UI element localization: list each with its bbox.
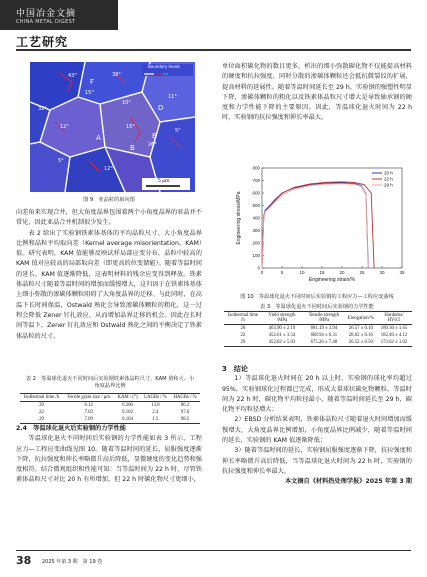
- table-header-cell: Yield strength /MPa: [262, 312, 302, 325]
- journal-title-en: CHINA METAL DIGEST: [16, 19, 76, 25]
- grain-letter: A: [96, 134, 101, 142]
- x-tick-label: 30: [379, 270, 385, 275]
- grain-orientation-map: [30, 62, 195, 192]
- conclusion-item: 2）EBSD 分析结果表明，铁素体晶粒尺寸随着退火时间增加而缓慢增大，大角度晶界比例增加，小角度晶界比例减少，随着等温时间的延长，实验钢的 KAM 值逐渐降低；: [222, 416, 412, 445]
- angle-label: 26°: [148, 142, 157, 148]
- table-header-row: [20, 394, 200, 402]
- table-row: [20, 416, 200, 424]
- x-tick-label: 20: [339, 270, 345, 275]
- table-cell: 1.5: [141, 416, 170, 424]
- right-column-text: [222, 62, 412, 124]
- table-cell: 86.2: [180, 403, 190, 408]
- table-header-row: [224, 312, 412, 325]
- table-cell: 0.104: [114, 416, 140, 424]
- page-header: [0, 0, 427, 50]
- x-tick-label: 15: [319, 270, 325, 275]
- angle-label: 15°: [126, 124, 135, 130]
- table-cell: 463.90 ± 2.19: [268, 326, 296, 331]
- x-tick-label: 0: [260, 270, 264, 275]
- x-tick-label: 10: [299, 270, 305, 275]
- figure-10-stress-strain-chart: [232, 162, 410, 290]
- legend-label: 22 h: [384, 176, 393, 182]
- angle-label: 11°: [168, 94, 177, 100]
- table-cell: 20: [240, 326, 246, 331]
- angle-label: 5°: [58, 158, 64, 164]
- series-line-22h: [262, 182, 374, 268]
- angle-label: 12°: [104, 166, 113, 172]
- angle-label: 32°: [38, 106, 47, 112]
- page-number: 38: [16, 554, 32, 567]
- left-column-text: [16, 208, 202, 342]
- series-line-20h: [262, 183, 368, 268]
- table-header-cell: Elongation/%: [346, 312, 376, 325]
- table-cell: 173.62 ± 1.02: [376, 339, 412, 347]
- table-row: [20, 402, 200, 410]
- grain-letter: E: [152, 132, 157, 140]
- table-cell: 20: [39, 403, 44, 408]
- table-cell: 97.6: [180, 410, 190, 415]
- paragraph: 向差角来实现合并，但大角度晶界包围着两个小角度晶界的亚晶并不常见，因此亚晶合并机制很少发生。: [16, 209, 202, 227]
- figure-9-caption: 图 9 亚晶粒的取向图: [83, 197, 135, 203]
- x-tick-label: 35: [399, 270, 405, 275]
- table-cell: 688.94 ± 6.31: [310, 333, 338, 338]
- legend-label: 20 h: [384, 170, 393, 176]
- table-header-cell: KAM / (°): [114, 394, 140, 402]
- section-title: 工艺研究: [16, 35, 69, 49]
- paragraph: 单位面积碳化物的数目更多，析出的细小弥散碳化物不仅能提高材料的硬度和抗拉强度，同时分散的渗碳体颗粒还会抵抗微裂纹的扩展，提高材料的延展性。随着等温时间延长至 29 h，实验钢的强塑性明显下降，渗碳体颗粒的粗化以及铁素体晶粒尺寸增大是导致轴承钢的硬度和力学性能下降的主要原因。因此，等温球化退火时间为 22 h 时，实验钢的抗拉强度和伸长率最大。: [222, 63, 412, 122]
- section-divider: [16, 49, 411, 51]
- table-cell: 0.162: [122, 410, 133, 415]
- y-tick-label: 200: [252, 240, 260, 246]
- table-3: [224, 311, 412, 347]
- conclusions-heading: 3 结论: [222, 365, 248, 373]
- table-cell: 0.206: [122, 403, 133, 408]
- table-row: [20, 409, 200, 416]
- table-header-cell: Isothermal time /h: [20, 394, 63, 402]
- table-cell: 29: [20, 416, 63, 424]
- table-cell: 26.57 ± 0.10: [348, 326, 373, 331]
- table-cell: 22: [39, 410, 44, 415]
- figure-9-ebsd-map: [30, 62, 195, 192]
- table-cell: 6.12: [84, 403, 93, 408]
- table-header-cell: HAGBs / %: [170, 394, 200, 402]
- angle-label: 43°: [68, 73, 77, 79]
- y-tick-label: 600: [252, 190, 260, 196]
- table-header-cell: Ferrite grain size / μm: [63, 394, 114, 402]
- paragraph: 表 2 给出了实验钢铁素体基体的平均晶粒尺寸、大小角度晶界比例和晶粒平均取向差（Kernel average misorientation，KAM）值。研究表明，KAM 值能够反映试样局部应变分布，晶粒中较高的 KAM 值对应较高的局部取向差（即更高的位变储能）。随着等温时间的延长，KAM 值逐渐降低，这表明材料的残余应变得到释放。铁素体晶粒尺寸随着等温时间的增加而缓慢增大，这归因于在铁素体基体上细小弥散的渗碳体颗粒阻碍了大角度晶界的迁移。与此同时，在高温下长时间保温，Ostwald 熟化会导致渗碳体颗粒的粗化，这一过程会降低 Zener 钉扎效应，从而增加晶界迁移的机会。因此在长时间等温下，Zener 钉扎效应和 Ostwald 熟化之间的平衡决定了铁素体晶粒的尺寸。: [16, 229, 202, 340]
- left-column-text-2: [16, 424, 202, 486]
- x-tick-label: 5: [280, 270, 284, 275]
- table-2: [20, 393, 200, 424]
- table-row: [224, 332, 412, 339]
- page-footer: [16, 550, 411, 567]
- conclusion-item: 1）等温球化退火时间在 20 h 以上时，实验钢的球化率均超过 95%，实验钢球化过程都已完成，形成大量球状碳化物颗粒。等温时间为 22 h 时，碳化物平均粒径最小，随着等温时间延长至 29 h，碳化物平均粒径增大；: [222, 375, 412, 414]
- conclusions: [222, 364, 412, 488]
- table-cell: 2.4: [152, 410, 159, 415]
- table-cell: 98.5: [170, 416, 200, 424]
- journal-banner: [0, 0, 118, 30]
- subsection-heading: 2.4 等温球化退火后实验钢的力学性能: [16, 425, 126, 432]
- table-3-caption: 表 3 等温球化退火不同时间后实验钢的力学性能: [260, 304, 374, 310]
- x-axis-label: Engineering strain/%: [308, 277, 356, 283]
- table-header-cell: LAGBs / %: [141, 394, 170, 402]
- table-cell: 28.02 ± 0.16: [348, 333, 373, 338]
- angle-label: 12°: [60, 124, 69, 130]
- table-cell: 29: [224, 339, 262, 347]
- grain-letter: D: [158, 104, 164, 112]
- y-tick-label: 400: [252, 215, 260, 221]
- table-header-cell: Isothermal time /h: [224, 312, 262, 325]
- x-tick-label: 25: [359, 270, 365, 275]
- table-cell: 182.40 ± 4.12: [380, 333, 408, 338]
- legend-label: 29 h: [384, 182, 393, 188]
- table-2-caption: 表 2 等温球化退火不同时间后实验钢铁素体晶粒尺寸、KAM 值和大、小角度晶界比例: [25, 376, 195, 389]
- table-cell: 180.30 ± 1.65: [380, 326, 408, 331]
- table-cell: 681.19 ± 3.94: [310, 326, 338, 331]
- y-tick-label: 700: [252, 178, 260, 183]
- table-cell: 452.61 ± 3.54: [268, 333, 296, 338]
- table-cell: 22: [240, 333, 246, 338]
- y-tick-label: 800: [252, 165, 260, 171]
- grain-letter: B: [130, 144, 135, 152]
- paragraph: 等温球化退火不同时间后实验钢的力学性能如表 3 所示，工程应力—工程应变曲线见图 10。随着等温时间的延长，屈服强度逐渐下降，抗拉强度和伸长率略微升高后降低，显微硬度的变化趋势和强度相符。结合微观组织和性能可知：当等温时间为 22 h 时，尽管铁素体晶粒尺寸对比 20 h 有所增加，但 22 h 时碳化物尺寸更细小，: [16, 435, 202, 484]
- table-cell: 7.03: [84, 410, 93, 415]
- y-tick-label: 300: [252, 228, 260, 233]
- journal-title-cn: 中国冶金文摘: [16, 9, 77, 19]
- table-row: [224, 339, 412, 347]
- scale-bar-label: 5 μm: [158, 179, 170, 184]
- figure-10-caption: 图 10 等温球化退火不同时间后实验钢的工程应力—工程应变曲线: [240, 294, 394, 300]
- y-axis-label: Engineering stress/MPa: [236, 191, 242, 245]
- table-cell: 452.02 ± 5.03: [262, 339, 302, 347]
- table-row: [224, 325, 412, 333]
- y-tick-label: 100: [252, 253, 260, 258]
- table-cell: 26.52 ± 0.50: [346, 339, 376, 347]
- conclusion-item: 3）随着等温时间的延长，实验钢屈服强度逐渐下降，抗拉强度和伸长率略微升高后降低，当等温球化退火时间为 22 h 时，实验钢的抗拉强度和伸长率最大。: [222, 447, 412, 475]
- grain-letter: F: [90, 78, 95, 86]
- angle-label: 10°: [122, 100, 131, 106]
- angle-label: 5°: [175, 128, 181, 134]
- table-cell: 7.09: [63, 416, 114, 424]
- issue-info: 2025 年第 3 期 第 19 卷: [42, 559, 103, 565]
- table-cell: 13.8: [151, 403, 160, 408]
- angle-label: 38°: [112, 72, 121, 78]
- boundary-legend-label: Boundary levels: [148, 64, 181, 69]
- table-header-cell: Hardness/ HV0.5: [376, 312, 412, 325]
- y-tick-label: 500: [252, 203, 260, 208]
- y-tick-label: 0: [257, 265, 260, 271]
- table-cell: 675.26 ± 7.48: [302, 339, 345, 347]
- angle-label: 15°: [85, 90, 94, 96]
- source-note: 本文摘自《材料热处理学报》2025 年第 3 期: [285, 478, 412, 486]
- table-header-cell: Tensile strength /MPa: [302, 312, 345, 325]
